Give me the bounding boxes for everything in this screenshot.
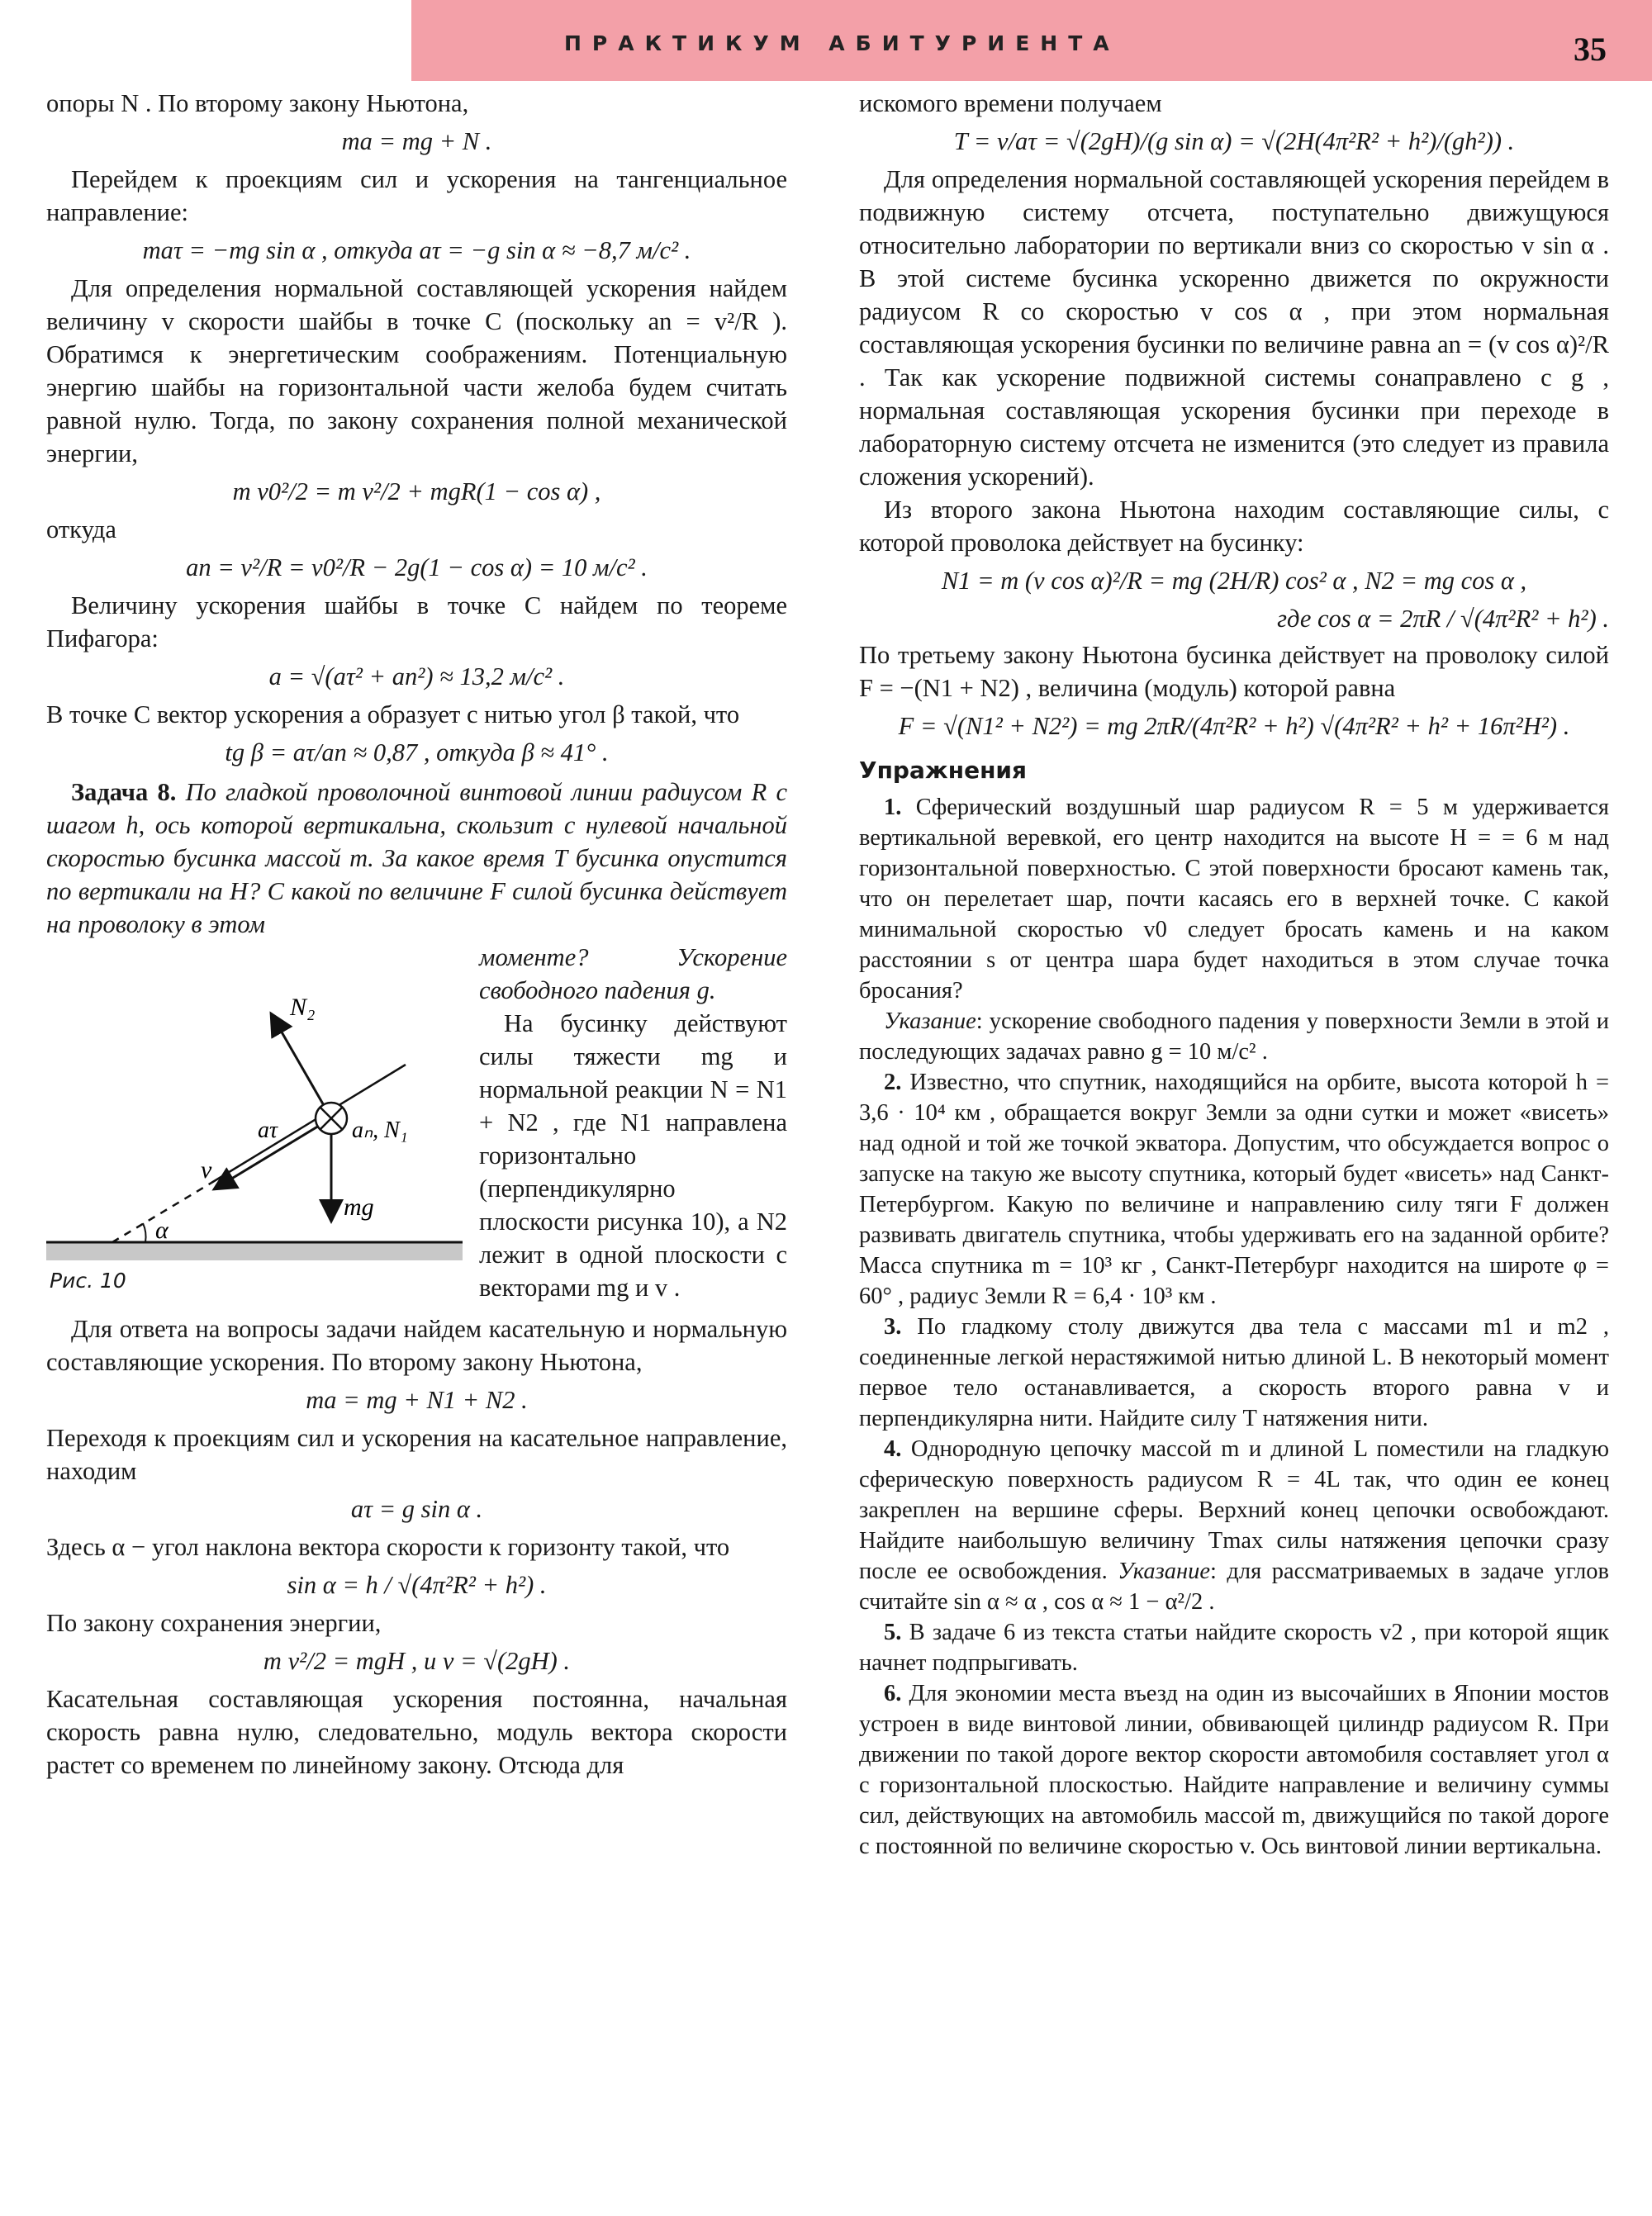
exercise-number: 1. (884, 795, 902, 820)
formula: a = √(aτ² + an²) ≈ 13,2 м/с² . (268, 662, 565, 690)
task-text-continued: моменте? Ускорение свободного падения g. (479, 943, 787, 1004)
header-title: ПРАКТИКУМ АБИТУРИЕНТА (564, 31, 1120, 55)
hint-text: : ускорение свободного падения у поверхности Земли в этой и последующих задачах равно g = 10 м/с² . (859, 1008, 1609, 1065)
exercise-5 (859, 1617, 1609, 1678)
N2-arrow (271, 1013, 331, 1118)
exercise-6 (859, 1678, 1609, 1862)
exercise-number: 6. (884, 1681, 902, 1706)
text-paragraph: По третьему закону Ньютона бусинка действует на проволоку силой F = −(N1 + N2) , величина (модуль) которой равна (859, 641, 1609, 702)
exercise-number: 3. (884, 1314, 902, 1340)
formula: T = v/aτ = √(2gH)/(g sin α) = √(2H(4π²R² + h²)/(gh²)) . (953, 127, 1515, 155)
label-at: aτ (258, 1117, 278, 1143)
exercise-1-hint (859, 1006, 1609, 1067)
exercise-number: 4. (884, 1436, 902, 1462)
section-heading: Упражнения (859, 757, 1028, 784)
hint-label: Указание (1118, 1559, 1210, 1584)
task-text: По гладкой проволочной винтовой линии радиусом R с шагом h, ось которой вертикальна, скользит с нулевой начальной скоростью бусинка массой m. За какое время T бусинка опустится по вертикали на H? С какой по величине F силой бусинка действует на проволоку в этом (46, 778, 787, 938)
exercise-number: 5. (884, 1620, 902, 1645)
formula: ma = mg + N1 + N2 . (306, 1386, 528, 1414)
task-label: Задача 8. (71, 778, 177, 806)
exercise-text: Для экономии места въезд на один из высочайших в Японии мостов устроен в виде винтовой линии, обвивающей цилиндр радиусом R. При движении по такой дороге вектор скорости автомобиля составляет угол α с горизонтальной плоскостью. Найдите направление и величину суммы сил, действующих на автомобиль массой m, движущийся по такой дороге с постоянной по величине скоростью v. Ось винтовой линии вертикальна. (859, 1681, 1610, 1859)
exercises-list (859, 792, 1609, 1862)
exercise-2 (859, 1067, 1609, 1312)
formula: m v0²/2 = m v²/2 + mgR(1 − cos α) , (232, 477, 601, 505)
figure-10-diagram (46, 949, 463, 1306)
text-paragraph: опоры N . По второму закону Ньютона, (46, 89, 469, 117)
formula: m v²/2 = mgH , и v = √(2gH) . (263, 1647, 571, 1675)
label-N2: N₂ (290, 994, 316, 1021)
left-column (46, 87, 787, 1782)
text-paragraph: По закону сохранения энергии, (46, 1609, 382, 1637)
exercise-3 (859, 1312, 1609, 1434)
exercise-number: 2. (884, 1070, 902, 1095)
text-paragraph: Здесь α − угол наклона вектора скорости к горизонту такой, что (46, 1533, 730, 1561)
formula: F = √(N1² + N2²) = mg 2πR/(4π²R² + h²) √(4π²R² + h² + 16π²H²) . (898, 712, 1570, 740)
text-paragraph: Для определения нормальной составляющей ускорения найдем величину v скорости шайбы в точке C (поскольку an = v²/R ). Обратимся к энергетическим соображениям. Потенциальную энергию шайбы на горизонтальной части желоба будем считать равной нулю. Тогда, по закону сохранения полной механической энергии, (46, 274, 787, 467)
exercise-4 (859, 1434, 1609, 1617)
text-paragraph: Величину ускорения шайбы в точке C найдем по теореме Пифагора: (46, 591, 787, 652)
formula: tg β = aτ/an ≈ 0,87 , откуда β ≈ 41° . (225, 738, 609, 766)
exercise-text: Сферический воздушный шар радиусом R = 5 м удерживается вертикальной веревкой, его центр находится на высоте H = = 6 м над горизонтальной поверхностью. С этой поверхности бросают камень так, что он перелетает шар, почти касаясь его в верхней точке. С какой минимальной скоростью v0 следует бросать камень и на каком расстоянии s от центра шара будет находиться в этом случае точка бросания? (859, 795, 1610, 1004)
task-8-statement (46, 776, 787, 941)
exercise-text: По гладкому столу движутся два тела с массами m1 и m2 , соединенные легкой нерастяжимой нитью длиной L. В некоторый момент первое тело останавливается, а скорость второго равна v и перпендикулярна нити. Найдите силу T натяжения нити. (859, 1314, 1609, 1431)
exercise-text: В задаче 6 из текста статьи найдите скорость v2 , при которой ящик начнет подпрыгивать. (859, 1620, 1609, 1676)
label-mg: mg (344, 1193, 374, 1221)
label-v: v (201, 1156, 212, 1184)
label-an-N1: aₙ, N₁ (352, 1117, 408, 1143)
text-paragraph: Касательная составляющая ускорения постоянна, начальная скорость равна нулю, следовательно, модуль вектора скорости растет со временем по линейному закону. Отсюда для (46, 1685, 787, 1779)
text-paragraph: искомого времени получаем (859, 89, 1162, 117)
formula: maτ = −mg sin α , откуда aτ = −g sin α ≈ −8,7 м/с² . (142, 236, 691, 264)
text-paragraph: Перейдем к проекциям сил и ускорения на тангенциальное направление: (46, 165, 787, 226)
label-alpha: α (155, 1217, 169, 1244)
right-column (859, 87, 1609, 1862)
text-paragraph: откуда (46, 515, 116, 543)
hint-label: Указание (884, 1008, 976, 1034)
formula: sin α = h / √(4π²R² + h²) . (287, 1571, 547, 1599)
text-paragraph: Для ответа на вопросы задачи найдем касательную и нормальную составляющие ускорения. По второму закону Ньютона, (46, 1315, 787, 1376)
text-paragraph: Переходя к проекциям сил и ускорения на касательное направление, находим (46, 1424, 787, 1485)
text-paragraph: Из второго закона Ньютона находим составляющие силы, с которой проволока действует на бусинку: (859, 496, 1609, 557)
formula: где cos α = 2πR / √(4π²R² + h²) . (1277, 605, 1609, 633)
exercise-text: Известно, что спутник, находящийся на орбите, высота которой h = 3,6 · 10⁴ км , обращается вокруг Земли за одни сутки и может «висеть» над одной и той же точкой экватора. Допустим, что обсуждается вопрос о запуске на такую же высоту спутника, который будет «висеть» над Санкт-Петербургом. Какую по величине и направлению силу тяги F должен развивать двигатель спутника, чтобы удерживать его на заданной орбите? Масса спутника m = 10³ кг , Санкт-Петербург находится на широте φ = 60° , радиус Земли R = 6,4 · 10³ км . (859, 1070, 1610, 1309)
formula: N1 = m (v cos α)²/R = mg (2H/R) cos² α , N2 = mg cos α , (941, 567, 1527, 595)
exercise-text: Однородную цепочку массой m и длиной L поместили на гладкую сферическую поверхность радиусом R = 4L так, что один ее конец закреплен на вершине сферы. Верхний конец цепочки освобождают. Найдите наибольшую величину Tmax силы натяжения цепочки сразу после ее освобождения. (859, 1436, 1610, 1584)
page-number: 35 (1574, 31, 1607, 68)
formula: aτ = g sin α . (350, 1495, 483, 1523)
formula: an = v²/R = v0²/R − 2g(1 − cos α) = 10 м/с² . (186, 553, 648, 581)
exercise-1 (859, 792, 1609, 1006)
formula: ma = mg + N . (341, 127, 492, 155)
figure-10 (46, 949, 463, 1306)
ground (46, 1242, 463, 1260)
text-paragraph: На бусинку действуют силы тяжести mg и нормальной реакции N = N1 + N2 , где N1 направлена горизонтально (перпендикулярно плоскости рисунка 10), а N2 лежит в одной плоскости с векторами mg и v . (479, 1009, 787, 1302)
figure-caption: Рис. 10 (50, 1269, 126, 1293)
text-paragraph: В точке C вектор ускорения a образует с нитью угол β такой, что (46, 700, 740, 728)
hint-text: : для рассматриваемых в задаче углов считайте sin α ≈ α , cos α ≈ 1 − α²/2 . (859, 1559, 1609, 1615)
text-paragraph: Для определения нормальной составляющей ускорения перейдем в подвижную систему отсчета, поступательно движущуюся относительно лаборатории по вертикали вниз со скоростью v sin α . В этой системе бусинка ускоренно движется по окружности радиусом R со скоростью v cos α , при этом нормальная составляющая ускорения бусинки по величине равна an = (v cos α)²/R . Так как ускорение подвижной системы сонаправлено с g , нормальная составляющая ускорения бусинки при переходе в лабораторную систему отсчета не изменится (это следует из правила сложения ускорений). (859, 165, 1609, 491)
header-banner (411, 0, 1652, 81)
